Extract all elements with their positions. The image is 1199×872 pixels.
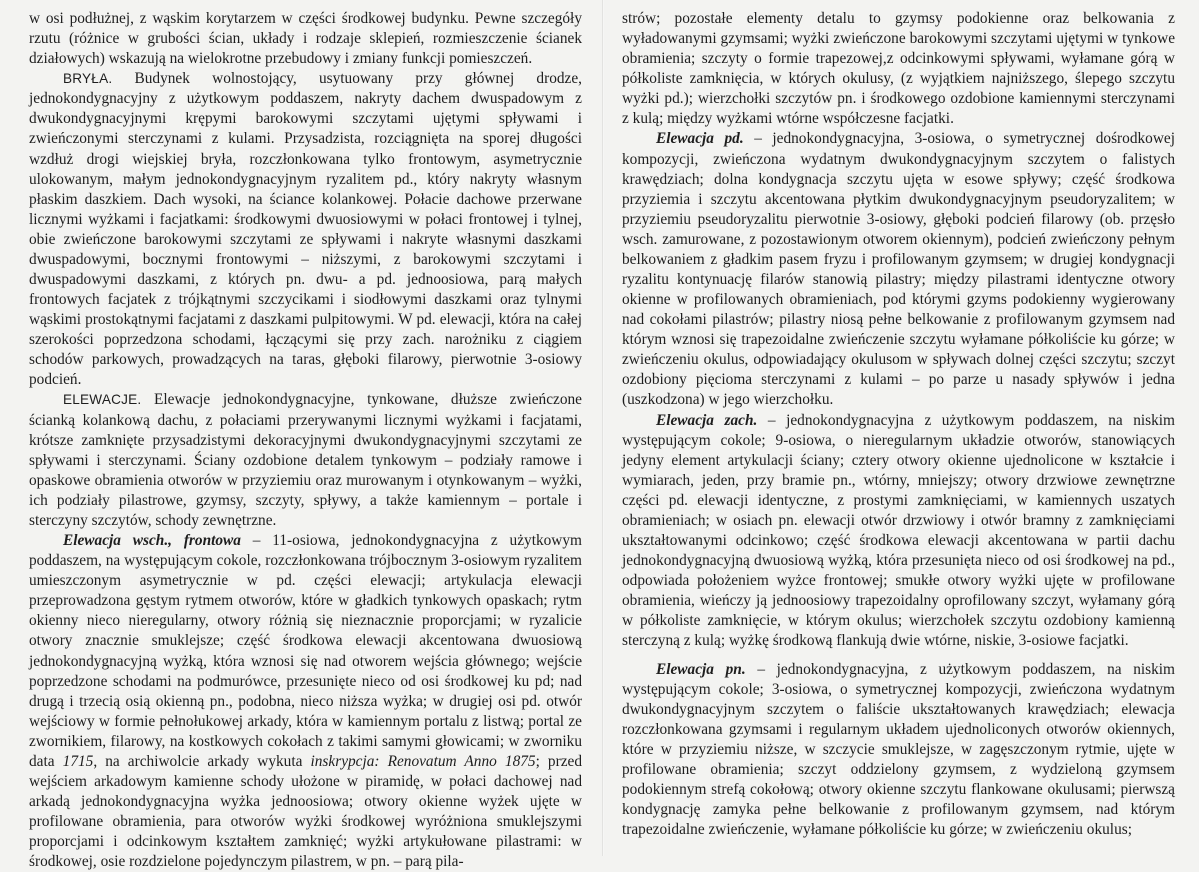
paragraph-wsch-continuation (622, 9, 1175, 129)
paragraph-bryla (29, 69, 582, 390)
paragraph-elewacja-zach (622, 411, 1175, 652)
inscription-label: inskrypcja: Renovatum Anno (310, 752, 497, 770)
date-1875: 1875 (504, 752, 536, 770)
paragraph-text: – jednokondygnacyjna, 3-osiowa, o symetrycznej dośrodkowej kompozycji, zwieńczona wydatnym dwukondygnacyjnym szczytem o falistych krawędziach; dolna kondygnacja szczytu ujęta w esowe spływy; część środkowa przyziemia i szczytu akcentowana płytkim dwukondygnacyjnym pseudoryzalitem; w przyziemiu pseudoryzalitu pierwotnie 3-osiowy, głęboki podcień filarowy (ob. przęsło wsch. zamurowane, z pozostawionym otworem okiennym), podcień zwieńczony pełnym belkowaniem z gładkim pasem fryzu i profilowanym gzymsem; w drugiej kondygnacji ryzalitu kontynuację filarów stanowią pilastry; między pilastrami identyczne otwory okienne w profilowanych obramieniach, pod którymi gzyms podokienny wygierowany nad cokołami pilastrów; pilastry niosą pełne belkowanie z profilowanym gzymsem nad którym wznosi się trapezoidalne zwieńczenie szczytu wyłamane półkoliście ku górze; w zwieńczeniu okulus, odpowiadający okulusom w spływach dolnej części szczytu; szczyt ozdobiony pięcioma sterczynami z kulami – po parze u nasady spływów i jedna (uszkodzona) w jego wierzchołku. (622, 130, 1175, 409)
section-heading-elewacje: ELEWACJE. (63, 392, 142, 408)
paragraph-elewacja-pd (622, 129, 1175, 410)
paragraph-plan-continuation (29, 9, 582, 69)
paragraph-text: – 11-osiowa, jednokondygnacyjna z użytkowym poddaszem, na występującym cokole, rozczłonkowana trójbocznym 3-osiowym ryzalitem umieszczonym asymetrycznie w pd. części elewacji; artykulacja elewacji przeprowadzona gęstym rytmem otworów, które w gładkich tynkowych opaskach; rytm okienny nieco nieregularny, otwory różnią się nieznacznie proporcjami; w ryzalicie otwory znacznie smuklejsze; część środkowa elewacji akcentowana dwuosiową jednokondygnacyjną wyżką, która wznosi się nad otworem wejścia głównego; wejście poprzedzone schodami na podmurówce, przesunięte nieco od osi środkowej ku pd; nad drugą i trzecią osią okienną pn., podobna, nieco niższa wyżka; w drugiej osi pd. otwór wejściowy w formie pełnołukowej arkady, która w kamiennym portalu z listwą; portal ze zwornikiem, filarowy, na kostkowych cokołach z takimi samymi głowicami; w zworniku data (29, 532, 582, 770)
paragraph-elewacja-wsch (29, 531, 582, 872)
paragraph-text: Elewacje jednokondygnacyjne, tynkowane, dłuższe zwieńczone ścianką kolankową dachu, z połaciami przerywanymi licznymi wyżkami i facjatami, krótsze zamknięte przysadzistymi dekoracyjnymi dwukondygnacyjnymi szczytami ze spływami i sterczynami. Ściany ozdobione detalem tynkowym – podziały ramowe i opaskowe obramienia otworów w przyziemiu oraz murowanym i otynkowanym – wyżki, ich podziały pilastrowe, gzymsy, szczyty, spływy, a także kamiennym – portale i sterczyny szczytów, schody zewnętrzne. (29, 391, 582, 529)
paragraph-text (497, 753, 505, 770)
paragraph-text: , na archiwolcie arkady wykuta (93, 752, 311, 770)
subheading-elewacja-zach: Elewacja zach. (656, 411, 758, 429)
page-fold (602, 0, 604, 856)
paragraph-text: strów; pozostałe elementy detalu to gzymsy podokienne oraz belkowania z wyładowanymi gzymsami; wyżki zwieńczone barokowymi szczytami ujętymi w tynkowe obramienia; szczyty o formie trapezowej,z odcinkowymi spływami, wyłamane górą w półkoliste zamknięcia, w których okulusy, (z wyjątkiem najniższego, ślepego szczytu wyżki pd.); wierzchołki szczytów pn. i środkowego ozdobione kamiennymi sterczynami z kulą; między wyżkami wtórne współczesne facjatki. (622, 10, 1175, 128)
date-1715: 1715 (62, 752, 94, 770)
subheading-elewacja-wsch: Elewacja wsch., frontowa (63, 532, 241, 550)
paragraph-text: – jednokondygnacyjna z użytkowym poddaszem, na niskim występującym cokole; 9-osiowa, o nieregularnym układzie otworów, stanowiących jedyny element artykulacji ściany; cztery otwory okienne ujednolicone w kształcie i wymiarach, jeden, przy bramie pn., wtórny, mniejszy; otwory drzwiowe zewnętrzne części pd. elewacji identyczne, z prostymi zamknięciami, w kamiennych uszatych obramieniach; w osiach pn. elewacji otwór drzwiowy i otwór bramny z zamknięciami ukształtowanymi odcinkowo; część środkowa elewacji akcentowana w partii dachu jednokondygnacyjną dwuosiową wyżką, która przesunięta nieco od osi środkowej na pd., odpowiada położeniem wyżce frontowej; smukłe otwory wyżki ujęte w profilowane obramienia, wieńczy ją jednoosiowy trapezoidalny oprofilowany szczyt, wyłamany górą w półkoliste zamknięcie, w którym okulus; wierzchołek szczytu ozdobiony kamienną sterczyną z kulą; wyżkę środkową flankują dwie wtórne, niskie, 3-osiowe facjatki. (622, 411, 1175, 650)
paragraph-elewacje (29, 390, 582, 531)
paragraph-text: w osi podłużnej, z wąskim korytarzem w części środkowej budynku. Pewne szczegóły rzutu (różnice w grubości ścian, układy i rodzaje sklepień, rozmieszczenie ścianek działowych) wskazują na wielokrotne przebudowy i zmiany funkcji pomieszczeń. (29, 10, 582, 68)
left-page-column (29, 9, 582, 872)
paragraph-elewacja-pn (622, 660, 1175, 841)
right-page-column (622, 9, 1175, 840)
paragraph-text: Budynek wolnostojący, usytuowany przy głównej drodze, jednokondygnacyjny z użytkowym poddaszem, nakryty dachem dwuspadowym z dwukondygnacyjnymi krępymi barokowymi szczytami ujętymi spływami i zwieńczonymi sterczynami z kulami. Przysadzista, rozciągnięta na sporej długości wzdłuż drogi wiejskiej bryła, rozczłonkowana tylko frontowym, asymetrycznie ulokowanym, małym jednokondygnacyjnym ryzalitem pd., który nakryty własnym płaskim daszkiem. Dach wysoki, na ściance kolankowej. Połacie dachowe przerwane licznymi wyżkami i facjatkami: środkowymi dwuosiowymi w połaci frontowej i tylnej, obie zwieńczone barokowymi szczytami ze spływami i nakryte własnymi daszkami dwuspadowymi, bocznymi frontowymi – niższymi, z barokowymi szczytami i dwuspadowymi daszkami, z których pn. dwu- a pd. jednoosiowa, parą małych frontowych facjatek z trójkątnymi szczycikami i siodłowymi daszkami oraz tylnymi wąskimi prostokątnymi facjatami z daszkami pulpitowymi. W pd. elewacji, która na całej szerokości poprzedzona schodami, łączącymi się przy zach. narożniku z ciągiem schodów parkowych, prowadzących na taras, głęboki filarowy, pierwotnie 3-osiowy podcień. (29, 70, 582, 389)
subheading-elewacja-pd: Elewacja pd. (656, 130, 744, 148)
paragraph-text: – jednokondygnacyjna, z użytkowym poddaszem, na niskim występującym cokole; 3-osiowa, o symetrycznej kompozycji, zwieńczona wydatnym dwukondygnacyjnym szczytem o faliście ukształtowanych krawędziach; elewacja rozczłonkowana gzymsami i regularnym układem ujednoliconych otworów okiennych, które w przyziemiu niższe, w szczycie smuklejsze, w zagęszczonym rytmie, ujęte w profilowane obramienia; szczyt oddzielony gzymsem, z wydzieloną gzymsem podokiennym strefą cokołową; otwory okienne szczytu flankowane okulusami; pierwszą kondygnację zamyka pełne belkowanie z profilowanym gzymsem, nad którym trapezoidalne zwieńczenie, wyłamane półkoliście ku górze; w zwieńczeniu okulus; (622, 660, 1175, 839)
section-heading-bryla: BRYŁA. (63, 71, 113, 87)
subheading-elewacja-pn: Elewacja pn. (656, 660, 746, 678)
paragraph-text: ; przed wejściem arkadowym kamienne schody ułożone w piramidę, w połaci dachowej nad arkadą jednokondygnacyjna wyżka jednoosiowa; otwory okienne wyżek ujęte w profilowane obramienia, para otworów wyżki środkowej wyróżniona smuklejszymi proporcjami i odcinkowym kształtem zamknięć; wyżki artykułowane pilastrami: w środkowej, osie rozdzielone pojedynczym pilastrem, w pn. – parą pila- (29, 752, 582, 871)
